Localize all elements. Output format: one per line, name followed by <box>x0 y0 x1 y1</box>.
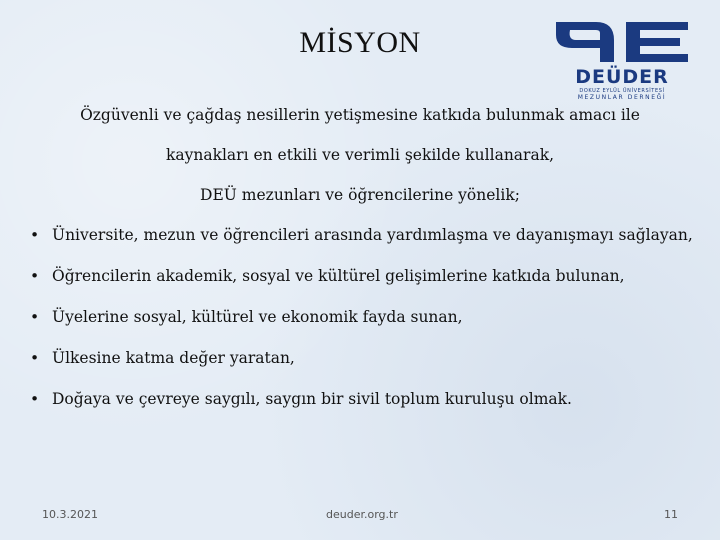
logo-subtitle-line1: DOKUZ EYLÜL ÜNİVERSİTESİ <box>579 88 665 94</box>
mission-bullet: • Doğaya ve çevreye saygılı, saygın bir sivil toplum kuruluşu olmak. <box>30 383 710 416</box>
footer-website: deuder.org.tr <box>326 508 398 521</box>
intro-text <box>20 102 700 222</box>
mission-bullet: • Ülkesine katma değer yaratan, <box>30 342 710 375</box>
footer-date: 10.3.2021 <box>42 508 98 521</box>
page-number: 11 <box>664 508 678 521</box>
mission-bullet: • Üniversite, mezun ve öğrencileri arasında yardımlaşma ve dayanışmayı sağlayan, <box>30 219 720 252</box>
intro-line: DEÜ mezunları ve öğrencilerine yönelik; <box>200 186 520 204</box>
deuder-logo <box>552 16 692 102</box>
mission-bullet: • Üyelerine sosyal, kültürel ve ekonomik fayda sunan, <box>30 301 710 334</box>
logo-name: DEÜDER <box>575 66 669 88</box>
intro-line: kaynakları en etkili ve verimli şekilde kullanarak, <box>165 146 555 164</box>
logo-graphic-icon <box>552 16 692 66</box>
slide-title: MİSYON <box>299 26 421 59</box>
mission-bullet-list <box>30 219 710 424</box>
mission-bullet: • Öğrencilerin akademik, sosyal ve kültürel gelişimlerine katkıda bulunan, <box>30 260 710 293</box>
intro-line: Özgüvenli ve çağdaş nesillerin yetişmesine katkıda bulunmak amacı ile <box>80 106 640 124</box>
logo-subtitle-line2: MEZUNLAR DERNEĞİ <box>577 94 667 101</box>
